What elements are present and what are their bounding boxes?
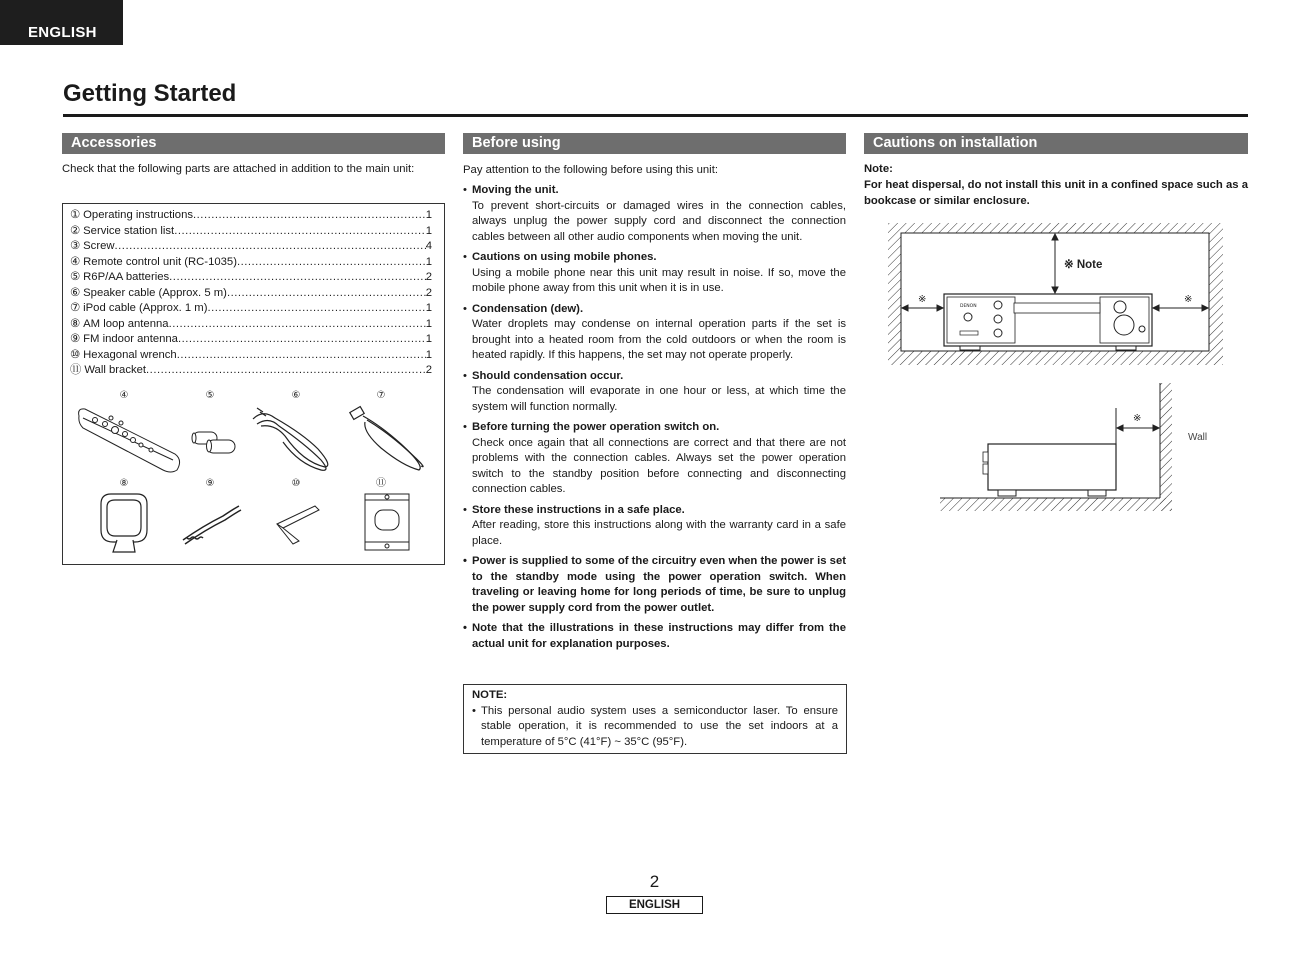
clearance-mark: ※ <box>1184 294 1193 305</box>
page-number: 2 <box>649 872 660 891</box>
figure-label: ⑨ <box>205 478 215 489</box>
installation-note-text: For heat dispersal, do not install this unit in a confined space such as a bookcase or similar enclosure. <box>864 179 1248 207</box>
note-title: NOTE: <box>472 689 508 701</box>
item-body: The condensation will evaporate in one hour or less, at which time the system will function normally. <box>472 385 846 413</box>
before-using-intro: Pay attention to the following before using this unit: <box>463 164 718 176</box>
footer-language-tab: ENGLISH <box>606 896 703 914</box>
item-name: iPod cable (Approx. 1 m) <box>83 302 208 314</box>
item-body: Water droplets may condense on internal operation parts if the set is brought into a heated room from the cold outdoors or when the room is heated rapidly. If this happens, the set may not operate properly. <box>472 318 846 361</box>
item-qty: 1 <box>425 209 432 221</box>
item-name: Speaker cable (Approx. 5 m) <box>83 286 227 299</box>
item-number: ③ <box>70 240 81 252</box>
item-qty: 1 <box>425 317 432 330</box>
item-heading: • Cautions on using mobile phones. <box>472 251 657 263</box>
item-name: Screw <box>83 240 115 252</box>
item-heading: • Should condensation occur. <box>472 369 624 382</box>
title-rule <box>63 114 1248 117</box>
figure-label: ⑤ <box>205 390 215 401</box>
item-heading: • Moving the unit. <box>472 184 559 196</box>
hexagonal-wrench-icon <box>277 506 319 544</box>
item-number: ⑥ <box>70 286 81 299</box>
item-qty: 2 <box>425 364 432 376</box>
list-item <box>463 183 846 245</box>
list-item <box>463 250 846 297</box>
item-heading: • Store these instructions in a safe place. <box>472 503 685 516</box>
accessories-box <box>62 203 445 565</box>
item-number: ① <box>70 209 81 221</box>
note-text: • This personal audio system uses a semiconductor laser. To ensure stable operation, it is recommended to use the set indoors at a temperature of 5°C (41°F) ~ 35°C (95°F). <box>472 704 838 751</box>
item-name: Hexagonal wrench <box>83 348 177 361</box>
item-body: Check once again that all connections are correct and that there are not problems with the connection cables. Always set the power operation switch to the standby position before connecting and disconnecting connection cables. <box>472 436 846 495</box>
accessories-illustrations <box>63 204 444 564</box>
item-name: FM indoor antenna <box>83 333 178 345</box>
item-number: ⑦ <box>70 302 81 314</box>
list-item <box>463 621 846 652</box>
item-number: ⑩ <box>70 348 81 361</box>
side-view-diagram <box>940 383 1207 511</box>
wall-bracket-icon <box>365 494 409 550</box>
figure-label: ⑦ <box>376 390 386 401</box>
item-name: Service station list <box>83 224 175 237</box>
item-number: ⑪ <box>70 364 82 376</box>
item-qty: 1 <box>425 333 432 345</box>
list-item <box>463 554 846 616</box>
item-heading: • Condensation (dew). <box>472 302 584 315</box>
accessories-intro: Check that the following parts are attached in addition to the main unit: <box>62 163 415 175</box>
installation-diagram <box>880 215 1240 520</box>
language-tab: ENGLISH <box>0 0 123 45</box>
item-body: To prevent short-circuits or damaged wires in the connection cables, always unplug the power supply cord and disconnect the connection cables between all other audio components when moving the unit. <box>472 199 846 243</box>
item-number: ② <box>70 224 81 237</box>
item-number: ④ <box>70 255 81 268</box>
item-name: AM loop antenna <box>83 317 169 330</box>
item-name: R6P/AA batteries <box>83 271 170 283</box>
item-qty: 1 <box>425 348 432 361</box>
item-qty: 1 <box>425 255 432 268</box>
brand-logo: DENON <box>960 304 977 309</box>
figure-label: ⑥ <box>291 390 301 401</box>
list-item <box>463 420 846 498</box>
item-qty: 2 <box>425 286 432 299</box>
item-heading: • Before turning the power operation switch on. <box>472 421 720 433</box>
wall-label: Wall <box>1188 432 1208 443</box>
clearance-mark: ※ <box>918 294 927 305</box>
item-number: ⑧ <box>70 317 81 330</box>
item-body: Using a mobile phone near this unit may result in noise. If so, move the mobile phone away from this unit when it is in use. <box>472 266 846 294</box>
before-using-list <box>463 183 846 657</box>
note-label: ※ Note <box>1064 259 1103 271</box>
page-title: Getting Started <box>63 80 237 107</box>
clearance-mark: ※ <box>1133 413 1142 424</box>
list-item <box>463 369 846 416</box>
list-item <box>463 302 846 364</box>
item-name: Remote control unit (RC-1035) <box>83 255 237 268</box>
installation-heading: Cautions on installation <box>864 133 1248 154</box>
list-item <box>463 503 846 550</box>
accessories-heading: Accessories <box>62 133 445 154</box>
unit-side-icon <box>988 444 1116 490</box>
before-using-heading: Before using <box>463 133 846 154</box>
battery-icon <box>192 432 235 453</box>
speaker-cable-icon <box>253 408 328 470</box>
item-name: Wall bracket <box>84 364 147 376</box>
item-body: Note that the illustrations in these instructions may differ from the actual unit for explanation purposes. <box>472 622 846 650</box>
figure-label: ⑧ <box>119 478 129 489</box>
ipod-cable-icon <box>350 407 423 470</box>
item-body: Power is supplied to some of the circuitry even when the power is set to the standby mode using the power operation switch. When traveling or leaving home for long periods of time, be sure to unplug the power supply cord from the power outlet. <box>472 555 846 614</box>
item-name: Operating instructions <box>83 209 194 221</box>
am-loop-antenna-icon <box>101 494 147 552</box>
item-qty: 1 <box>425 302 432 314</box>
fm-antenna-icon <box>183 506 241 544</box>
item-qty: 4 <box>425 240 432 252</box>
remote-control-icon <box>79 409 180 472</box>
item-qty: 2 <box>425 271 432 283</box>
enclosure-diagram <box>888 223 1223 365</box>
installation-note-title: Note: <box>864 163 893 175</box>
item-body: After reading, store this instructions along with the warranty card in a safe place. <box>472 519 846 547</box>
laser-note-box <box>463 684 847 754</box>
item-number: ⑤ <box>70 271 81 283</box>
item-number: ⑨ <box>70 333 81 345</box>
item-qty: 1 <box>425 224 432 237</box>
figure-label: ④ <box>119 390 129 401</box>
figure-label: ⑩ <box>291 478 301 489</box>
figure-label: ⑪ <box>376 478 386 489</box>
